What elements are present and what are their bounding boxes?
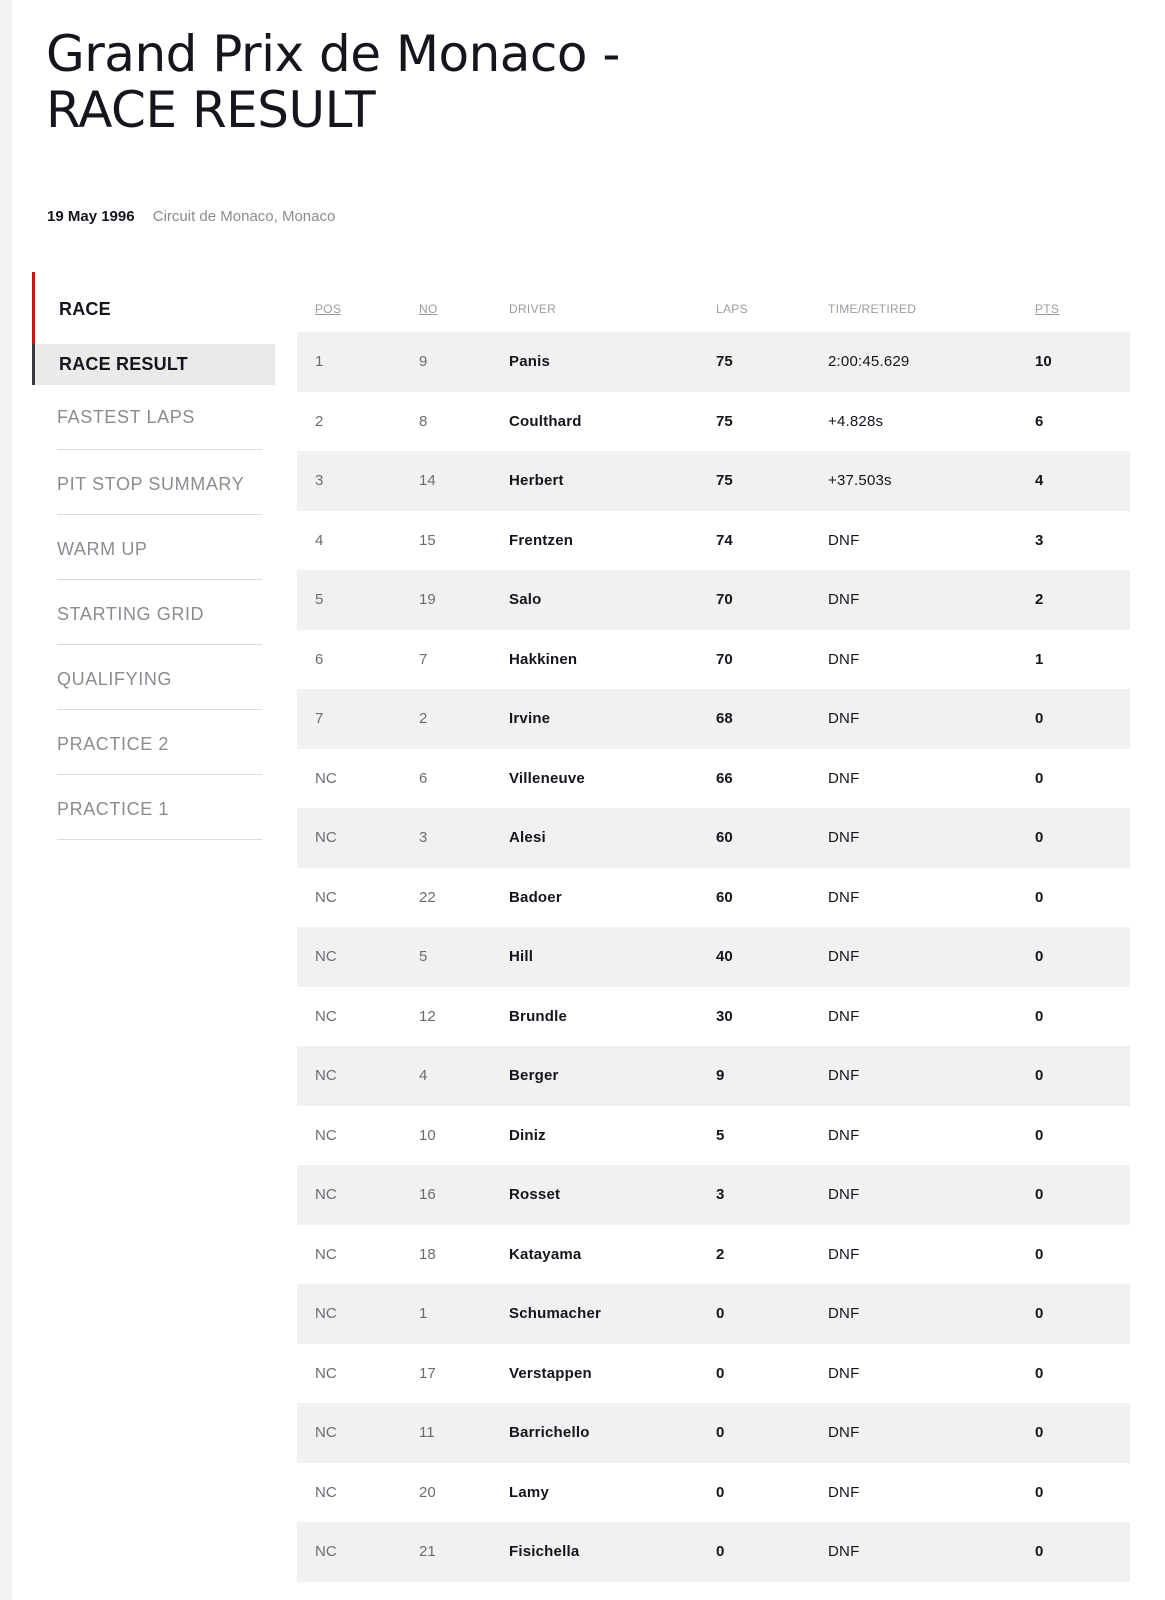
result-car-number: 2: [401, 689, 495, 749]
result-points: 0: [1031, 749, 1130, 809]
sidebar-item-label: PRACTICE 2: [57, 734, 170, 754]
column-header-pts[interactable]: PTS: [1035, 301, 1060, 316]
result-time-retired: DNF: [818, 511, 1031, 571]
column-header-no[interactable]: NO: [419, 301, 438, 316]
sidebar-item-starting-grid[interactable]: [57, 580, 262, 645]
result-time-retired: DNF: [818, 1403, 1031, 1463]
table-row[interactable]: [297, 1522, 1130, 1582]
result-points: 0: [1031, 1225, 1130, 1285]
result-car-number: 18: [401, 1225, 495, 1285]
result-position: 2: [297, 392, 401, 452]
sidebar-section-race[interactable]: [32, 272, 275, 344]
result-car-number: 11: [401, 1403, 495, 1463]
table-header-row: [297, 285, 1130, 332]
result-laps: 68: [704, 689, 818, 749]
result-driver: Salo: [495, 570, 704, 630]
result-points: 0: [1031, 927, 1130, 987]
result-position: NC: [297, 1046, 401, 1106]
result-laps: 70: [704, 630, 818, 690]
results-table-body: [297, 332, 1130, 1582]
race-date: 19 May 1996: [47, 208, 135, 225]
table-row[interactable]: [297, 511, 1130, 571]
result-points: 2: [1031, 570, 1130, 630]
result-time-retired: DNF: [818, 1522, 1031, 1582]
result-time-retired: DNF: [818, 987, 1031, 1047]
result-position: 5: [297, 570, 401, 630]
result-car-number: 14: [401, 451, 495, 511]
result-laps: 75: [704, 392, 818, 452]
result-points: 0: [1031, 1106, 1130, 1166]
result-time-retired: DNF: [818, 808, 1031, 868]
result-laps: 0: [704, 1284, 818, 1344]
result-time-retired: DNF: [818, 1046, 1031, 1106]
sidebar-item-warm-up[interactable]: [57, 515, 262, 580]
table-row[interactable]: [297, 1165, 1130, 1225]
sidebar-item-practice-1[interactable]: [57, 775, 262, 840]
sidebar-item-label: PIT STOP SUMMARY: [57, 474, 245, 494]
table-row[interactable]: [297, 630, 1130, 690]
result-car-number: 1: [401, 1284, 495, 1344]
result-laps: 75: [704, 332, 818, 392]
result-time-retired: DNF: [818, 927, 1031, 987]
table-row[interactable]: [297, 1284, 1130, 1344]
result-laps: 70: [704, 570, 818, 630]
result-time-retired: DNF: [818, 1225, 1031, 1285]
sidebar-item-practice-2[interactable]: [57, 710, 262, 775]
result-time-retired: DNF: [818, 630, 1031, 690]
result-laps: 0: [704, 1403, 818, 1463]
table-row[interactable]: [297, 1106, 1130, 1166]
table-row[interactable]: [297, 1344, 1130, 1404]
result-time-retired: DNF: [818, 1344, 1031, 1404]
result-laps: 40: [704, 927, 818, 987]
sidebar-item-label: STARTING GRID: [57, 604, 205, 624]
result-points: 0: [1031, 808, 1130, 868]
result-driver: Schumacher: [495, 1284, 704, 1344]
result-laps: 2: [704, 1225, 818, 1285]
column-header-laps: LAPS: [716, 301, 748, 316]
table-row[interactable]: [297, 570, 1130, 630]
results-page: [12, 0, 1165, 1600]
result-position: NC: [297, 1344, 401, 1404]
result-driver: Diniz: [495, 1106, 704, 1166]
result-driver: Brundle: [495, 987, 704, 1047]
result-points: 10: [1031, 332, 1130, 392]
result-position: NC: [297, 987, 401, 1047]
result-laps: 66: [704, 749, 818, 809]
table-row[interactable]: [297, 1463, 1130, 1523]
sidebar-item-label: PRACTICE 1: [57, 799, 170, 819]
result-driver: Herbert: [495, 451, 704, 511]
result-points: 3: [1031, 511, 1130, 571]
result-car-number: 9: [401, 332, 495, 392]
result-driver: Rosset: [495, 1165, 704, 1225]
result-position: 3: [297, 451, 401, 511]
result-driver: Hill: [495, 927, 704, 987]
result-position: NC: [297, 868, 401, 928]
sidebar-item-race-result[interactable]: [32, 344, 275, 385]
result-car-number: 19: [401, 570, 495, 630]
column-header-pos[interactable]: POS: [315, 301, 342, 316]
result-time-retired: DNF: [818, 749, 1031, 809]
result-car-number: 12: [401, 987, 495, 1047]
result-laps: 5: [704, 1106, 818, 1166]
page-title-line-2: RACE RESULT: [46, 81, 376, 139]
sidebar-item-label: QUALIFYING: [57, 669, 173, 689]
result-car-number: 6: [401, 749, 495, 809]
result-driver: Panis: [495, 332, 704, 392]
result-driver: Alesi: [495, 808, 704, 868]
result-car-number: 21: [401, 1522, 495, 1582]
sidebar-item-label: FASTEST LAPS: [57, 407, 195, 427]
result-driver: Fisichella: [495, 1522, 704, 1582]
result-points: 0: [1031, 1165, 1130, 1225]
table-row[interactable]: [297, 987, 1130, 1047]
result-time-retired: DNF: [818, 1165, 1031, 1225]
result-points: 0: [1031, 689, 1130, 749]
result-position: NC: [297, 808, 401, 868]
result-laps: 3: [704, 1165, 818, 1225]
table-row[interactable]: [297, 1225, 1130, 1285]
result-laps: 60: [704, 868, 818, 928]
results-sidebar: [32, 272, 275, 840]
table-row[interactable]: [297, 451, 1130, 511]
sidebar-item-fastest-laps[interactable]: [57, 385, 262, 450]
result-driver: Lamy: [495, 1463, 704, 1523]
result-points: 0: [1031, 1522, 1130, 1582]
result-laps: 75: [704, 451, 818, 511]
result-laps: 0: [704, 1463, 818, 1523]
result-car-number: 8: [401, 392, 495, 452]
table-row[interactable]: [297, 868, 1130, 928]
table-row[interactable]: [297, 927, 1130, 987]
result-time-retired: DNF: [818, 570, 1031, 630]
race-results-table: [297, 285, 1130, 1582]
result-time-retired: DNF: [818, 1106, 1031, 1166]
result-points: 6: [1031, 392, 1130, 452]
result-laps: 0: [704, 1522, 818, 1582]
result-time-retired: 2:00:45.629: [818, 332, 1031, 392]
page-title: [46, 26, 766, 138]
result-driver: Verstappen: [495, 1344, 704, 1404]
sidebar-item-qualifying[interactable]: [57, 645, 262, 710]
result-driver: Irvine: [495, 689, 704, 749]
result-position: 4: [297, 511, 401, 571]
result-position: NC: [297, 1463, 401, 1523]
table-row[interactable]: [297, 1046, 1130, 1106]
race-meta: [47, 208, 335, 225]
result-laps: 60: [704, 808, 818, 868]
result-driver: Frentzen: [495, 511, 704, 571]
result-driver: Badoer: [495, 868, 704, 928]
result-time-retired: DNF: [818, 689, 1031, 749]
result-driver: Villeneuve: [495, 749, 704, 809]
result-car-number: 16: [401, 1165, 495, 1225]
result-points: 0: [1031, 868, 1130, 928]
result-laps: 74: [704, 511, 818, 571]
result-car-number: 22: [401, 868, 495, 928]
result-points: 0: [1031, 1046, 1130, 1106]
result-time-retired: +37.503s: [818, 451, 1031, 511]
result-position: NC: [297, 1165, 401, 1225]
result-driver: Barrichello: [495, 1403, 704, 1463]
table-row[interactable]: [297, 1403, 1130, 1463]
result-laps: 0: [704, 1344, 818, 1404]
result-time-retired: DNF: [818, 1463, 1031, 1523]
result-points: 0: [1031, 987, 1130, 1047]
result-position: 6: [297, 630, 401, 690]
table-row[interactable]: [297, 808, 1130, 868]
sidebar-section-label: RACE: [59, 299, 111, 319]
result-position: NC: [297, 749, 401, 809]
result-points: 0: [1031, 1284, 1130, 1344]
result-time-retired: +4.828s: [818, 392, 1031, 452]
result-position: NC: [297, 1284, 401, 1344]
column-header-time-retired: TIME/RETIRED: [828, 301, 917, 316]
result-points: 1: [1031, 630, 1130, 690]
result-position: 1: [297, 332, 401, 392]
result-car-number: 4: [401, 1046, 495, 1106]
table-row[interactable]: [297, 392, 1130, 452]
result-car-number: 7: [401, 630, 495, 690]
table-row[interactable]: [297, 689, 1130, 749]
result-position: NC: [297, 1403, 401, 1463]
result-points: 0: [1031, 1344, 1130, 1404]
sidebar-item-label: RACE RESULT: [59, 354, 188, 374]
result-points: 0: [1031, 1463, 1130, 1523]
result-laps: 30: [704, 987, 818, 1047]
result-car-number: 5: [401, 927, 495, 987]
table-row[interactable]: [297, 749, 1130, 809]
result-car-number: 20: [401, 1463, 495, 1523]
result-position: NC: [297, 1522, 401, 1582]
result-time-retired: DNF: [818, 868, 1031, 928]
result-car-number: 10: [401, 1106, 495, 1166]
result-driver: Berger: [495, 1046, 704, 1106]
result-driver: Coulthard: [495, 392, 704, 452]
result-time-retired: DNF: [818, 1284, 1031, 1344]
result-points: 4: [1031, 451, 1130, 511]
sidebar-item-pit-stop-summary[interactable]: [57, 450, 262, 515]
table-row[interactable]: [297, 332, 1130, 392]
result-laps: 9: [704, 1046, 818, 1106]
result-position: NC: [297, 1106, 401, 1166]
page-title-line-1: Grand Prix de Monaco -: [46, 25, 620, 83]
result-position: NC: [297, 927, 401, 987]
sidebar-item-label: WARM UP: [57, 539, 148, 559]
result-driver: Hakkinen: [495, 630, 704, 690]
race-circuit: Circuit de Monaco, Monaco: [152, 208, 336, 225]
result-car-number: 15: [401, 511, 495, 571]
result-position: 7: [297, 689, 401, 749]
result-driver: Katayama: [495, 1225, 704, 1285]
result-points: 0: [1031, 1403, 1130, 1463]
result-car-number: 17: [401, 1344, 495, 1404]
result-position: NC: [297, 1225, 401, 1285]
column-header-driver: DRIVER: [509, 301, 557, 316]
result-car-number: 3: [401, 808, 495, 868]
